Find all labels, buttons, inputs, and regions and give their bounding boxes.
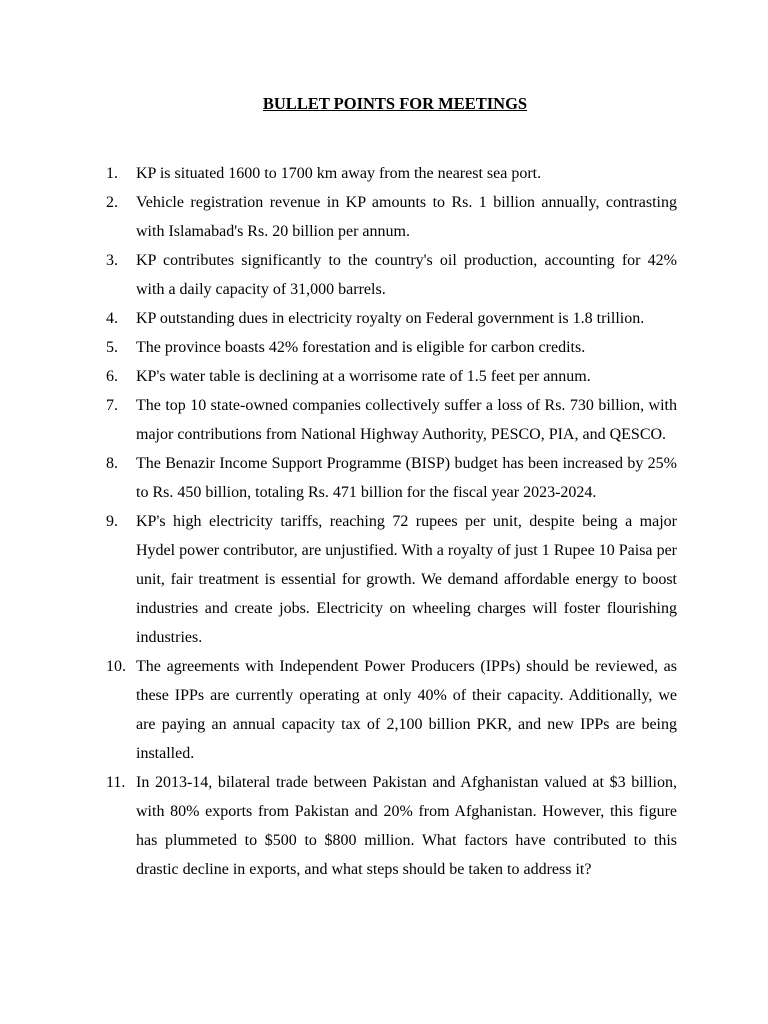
- list-item-text: Vehicle registration revenue in KP amounts to Rs. 1 billion annually, contrasting with Islamabad's Rs. 20 billion per annum.: [136, 194, 677, 240]
- list-item-text: The agreements with Independent Power Producers (IPPs) should be reviewed, as these IPPs are currently operating at only 40% of their capacity. Additionally, we are paying an annual capacity tax of 2,100 billion PKR, and new IPPs are being installed.: [136, 658, 677, 762]
- list-item-text: The Benazir Income Support Programme (BISP) budget has been increased by 25% to Rs. 450 billion, totaling Rs. 471 billion for the fiscal year 2023-2024.: [136, 455, 677, 501]
- list-item: [106, 304, 677, 333]
- list-item: [106, 449, 677, 507]
- list-item: [106, 652, 677, 768]
- list-item-number: 8.: [106, 455, 118, 472]
- list-item-text: KP is situated 1600 to 1700 km away from the nearest sea port.: [136, 165, 542, 182]
- list-item-text: KP's high electricity tariffs, reaching 72 rupees per unit, despite being a major Hydel power contributor, are unjustified. With a royalty of just 1 Rupee 10 Paisa per unit, fair treatment is essential for growth. We demand affordable energy to boost industries and create jobs. Electricity on wheeling charges will foster flourishing industries.: [136, 513, 677, 646]
- list-item-number: 3.: [106, 252, 118, 269]
- list-item-number: 6.: [106, 368, 118, 385]
- list-item-number: 10.: [106, 658, 126, 675]
- list-item: [106, 188, 677, 246]
- list-item-text: The top 10 state-owned companies collectively suffer a loss of Rs. 730 billion, with major contributions from National Highway Authority, PESCO, PIA, and QESCO.: [136, 397, 677, 443]
- list-item: [106, 768, 677, 884]
- list-item-number: 9.: [106, 513, 118, 530]
- list-item-number: 5.: [106, 339, 118, 356]
- list-item-text: KP outstanding dues in electricity royalty on Federal government is 1.8 trillion.: [136, 310, 645, 327]
- list-item: [106, 391, 677, 449]
- list-item: [106, 333, 677, 362]
- list-item-text: KP contributes significantly to the country's oil production, accounting for 42% with a daily capacity of 31,000 barrels.: [136, 252, 677, 298]
- list-item-number: 2.: [106, 194, 118, 211]
- bullet-point-list: [106, 159, 677, 884]
- list-item-text: KP's water table is declining at a worrisome rate of 1.5 feet per annum.: [136, 368, 591, 385]
- list-item: [106, 362, 677, 391]
- document-title: BULLET POINTS FOR MEETINGS: [262, 94, 528, 113]
- list-item: [106, 159, 677, 188]
- list-item-number: 11.: [106, 774, 126, 791]
- list-item-text: In 2013-14, bilateral trade between Pakistan and Afghanistan valued at $3 billion, with 80% exports from Pakistan and 20% from Afghanistan. However, this figure has plummeted to $500 to $800 million. What factors have contributed to this drastic decline in exports, and what steps should be taken to address it?: [136, 774, 677, 878]
- list-item-number: 1.: [106, 165, 118, 182]
- list-item-number: 4.: [106, 310, 118, 327]
- list-item: [106, 507, 677, 652]
- list-item-number: 7.: [106, 397, 118, 414]
- list-item: [106, 246, 677, 304]
- list-item-text: The province boasts 42% forestation and is eligible for carbon credits.: [136, 339, 586, 356]
